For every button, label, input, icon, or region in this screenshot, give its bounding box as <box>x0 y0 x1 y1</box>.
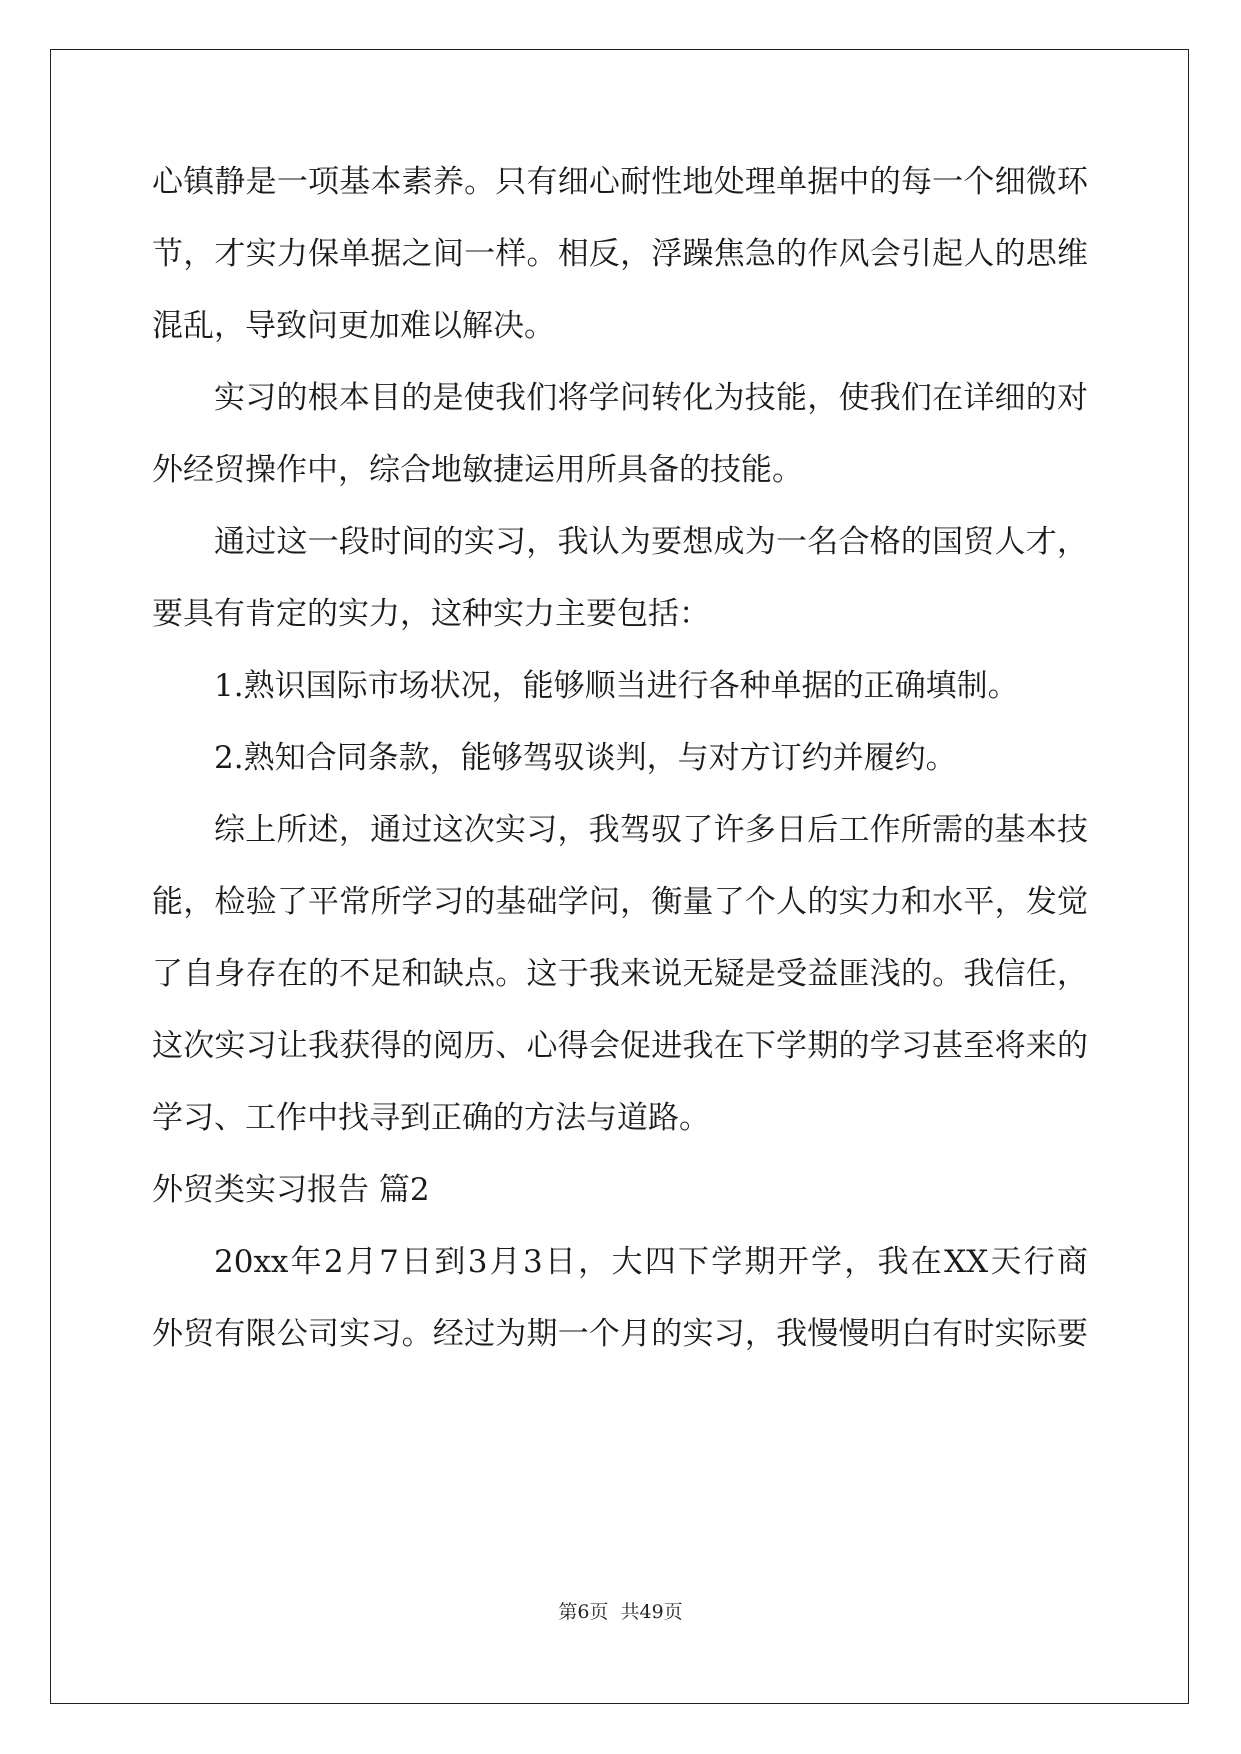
text-line: 学习、工作中找寻到正确的方法与道路。 <box>152 1100 710 1136</box>
text-line: 20xx年2月7日到3月3日，大四下学期开学，我在XX天行商 <box>214 1244 1088 1280</box>
page-footer: 第6页 共49页 <box>558 1601 683 1623</box>
text-line: 综上所述，通过这次实习，我驾驭了许多日后工作所需的基本技 <box>214 812 1088 848</box>
text-line: 实习的根本目的是使我们将学问转化为技能，使我们在详细的对 <box>214 380 1088 416</box>
text-line: 外贸有限公司实习。经过为期一个月的实习，我慢慢明白有时实际要 <box>152 1316 1088 1352</box>
list-item: 2.熟知合同条款，能够驾驭谈判，与对方订约并履约。 <box>214 740 957 776</box>
page-border <box>50 49 1189 1704</box>
text-line: 外经贸操作中，综合地敏捷运用所具备的技能。 <box>152 452 803 488</box>
list-item: 1.熟识国际市场状况，能够顺当进行各种单据的正确填制。 <box>214 668 1019 704</box>
text-line: 混乱，导致问更加难以解决。 <box>152 308 555 344</box>
section-heading: 外贸类实习报告 篇2 <box>152 1172 430 1208</box>
text-line: 了自身存在的不足和缺点。这于我来说无疑是受益匪浅的。我信任， <box>152 956 1088 992</box>
text-line: 要具有肯定的实力，这种实力主要包括： <box>152 596 710 632</box>
text-line: 心镇静是一项基本素养。只有细心耐性地处理单据中的每一个细微环 <box>152 164 1088 200</box>
text-line: 节，才实力保单据之间一样。相反，浮躁焦急的作风会引起人的思维 <box>152 236 1088 272</box>
text-line: 这次实习让我获得的阅历、心得会促进我在下学期的学习甚至将来的 <box>152 1028 1088 1064</box>
text-line: 通过这一段时间的实习，我认为要想成为一名合格的国贸人才， <box>214 524 1088 560</box>
text-line: 能，检验了平常所学习的基础学问，衡量了个人的实力和水平，发觉 <box>152 884 1088 920</box>
